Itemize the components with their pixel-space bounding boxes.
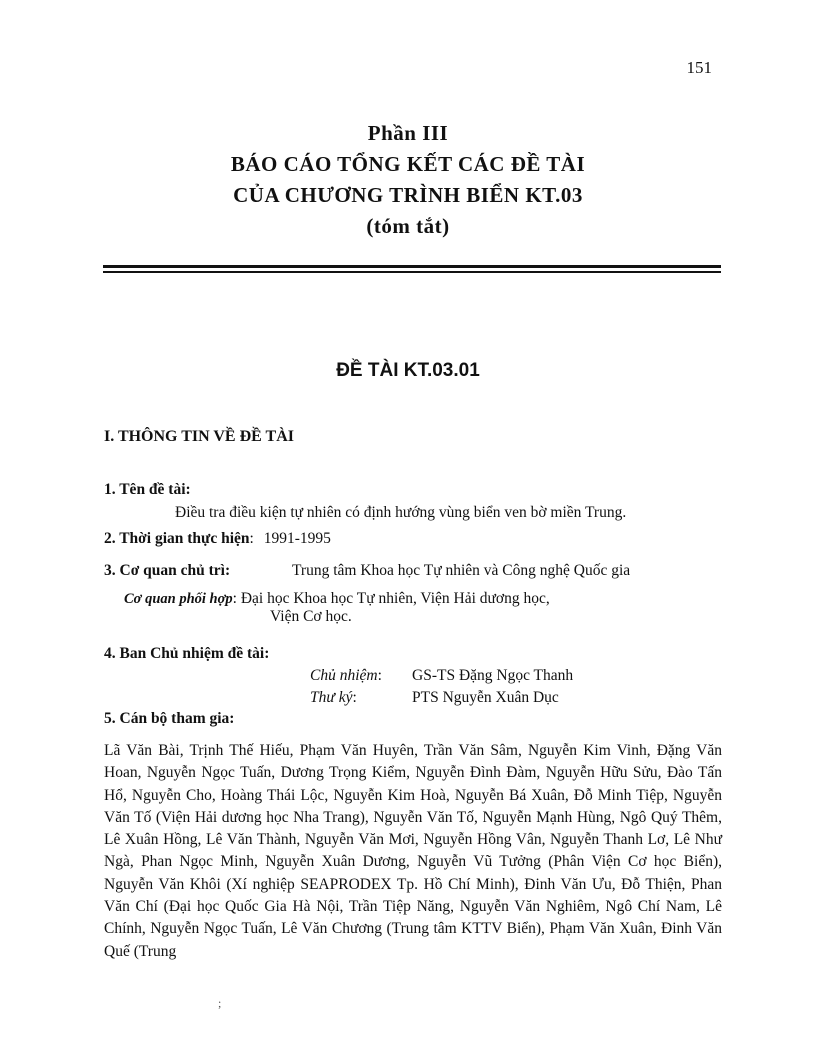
- coop-label: Cơ quan phối hợp: [124, 591, 233, 607]
- part-label: Phần III: [367, 121, 449, 145]
- part-header: [0, 118, 816, 242]
- coop-value-line-2: Viện Cơ học.: [270, 608, 352, 625]
- scan-mark: ;: [218, 996, 222, 1010]
- report-title-line-1: BÁO CÁO TỔNG KẾT CÁC ĐỀ TÀI: [230, 152, 586, 176]
- secretary-row: Thư ký:: [310, 689, 357, 706]
- topic-name-value: Điều tra điều kiện tự nhiên có định hướng vùng biển ven bờ miền Trung.: [175, 504, 627, 521]
- time-value: 1991-1995: [263, 530, 331, 547]
- coop-value-line-1: Đại học Khoa học Tự nhiên, Viện Hải dương học,: [240, 590, 550, 607]
- report-subtitle: (tóm tắt): [366, 214, 450, 238]
- page-number: 151: [686, 58, 712, 77]
- staff-list: Lã Văn Bài, Trịnh Thế Hiếu, Phạm Văn Huyên, Trần Văn Sâm, Nguyễn Kim Vinh, Đặng Văn Hoan, Nguyễn Ngọc Tuấn, Dương Trọng Kiểm, Nguyễn Đình Đàm, Nguyễn Hữu Sửu, Đào Tấn Hổ, Nguyễn Cho, Hoàng Thái Lộc, Nguyễn Kim Hoà, Nguyễn Bá Xuân, Đỗ Minh Tiệp, Nguyễn Văn Tố (Viện Hải dương học Nha Trang), Nguyễn Văn Tố, Nguyễn Mạnh Hùng, Ngô Quý Thêm, Lê Xuân Hồng, Lê Văn Thành, Nguyễn Văn Mơi, Nguyễn Hồng Vân, Nguyễn Thanh Lơ, Lê Như Ngà, Phan Ngọc Minh, Nguyễn Xuân Dương, Nguyễn Vũ Tưởng (Phân Viện Cơ học Biển), Nguyễn Văn Khôi (Xí nghiệp SEAPRODEX Tp. Hồ Chí Minh), Đinh Văn Ưu, Đỗ Thiện, Phan Văn Chí (Đại học Quốc Gia Hà Nội, Trần Tiệp Năng, Nguyễn Văn Nghiêm, Ngô Chí Nam, Lê Chính, Nguyễn Ngọc Tuấn, Lê Văn Chương (Trung tâm KTTV Biển), Phạm Văn Xuân, Đinh Văn Quế (Trung: [104, 742, 722, 960]
- board-label: 4. Ban Chủ nhiệm đề tài:: [104, 645, 270, 662]
- chief-label: Chủ nhiệm: [310, 667, 378, 684]
- topic-name-label: 1. Tên đề tài:: [104, 481, 191, 498]
- report-title-line-2: CỦA CHƯƠNG TRÌNH BIỂN KT.03: [233, 183, 583, 207]
- coop-row: Cơ quan phối hợp: Đại học Khoa học Tự nhiên, Viện Hải dương học,: [124, 590, 550, 607]
- section-heading: I. THÔNG TIN VỀ ĐỀ TÀI: [104, 428, 294, 445]
- staff-label: 5. Cán bộ tham gia:: [104, 710, 235, 727]
- secretary-label: Thư ký: [310, 689, 353, 706]
- host-value: Trung tâm Khoa học Tự nhiên và Công nghệ Quốc gia: [292, 562, 631, 579]
- secretary-value: PTS Nguyễn Xuân Dục: [412, 689, 559, 706]
- chief-value: GS-TS Đặng Ngọc Thanh: [412, 667, 574, 684]
- time-row: 2. Thời gian thực hiện: 1991-1995: [104, 530, 331, 547]
- host-label: 3. Cơ quan chủ trì:: [104, 562, 231, 579]
- topic-title: ĐỀ TÀI KT.03.01: [336, 360, 480, 381]
- divider-thin: [103, 271, 721, 273]
- chief-row: Chủ nhiệm:: [310, 667, 382, 684]
- divider-thick: [103, 265, 721, 268]
- time-label: 2. Thời gian thực hiện: [104, 530, 250, 547]
